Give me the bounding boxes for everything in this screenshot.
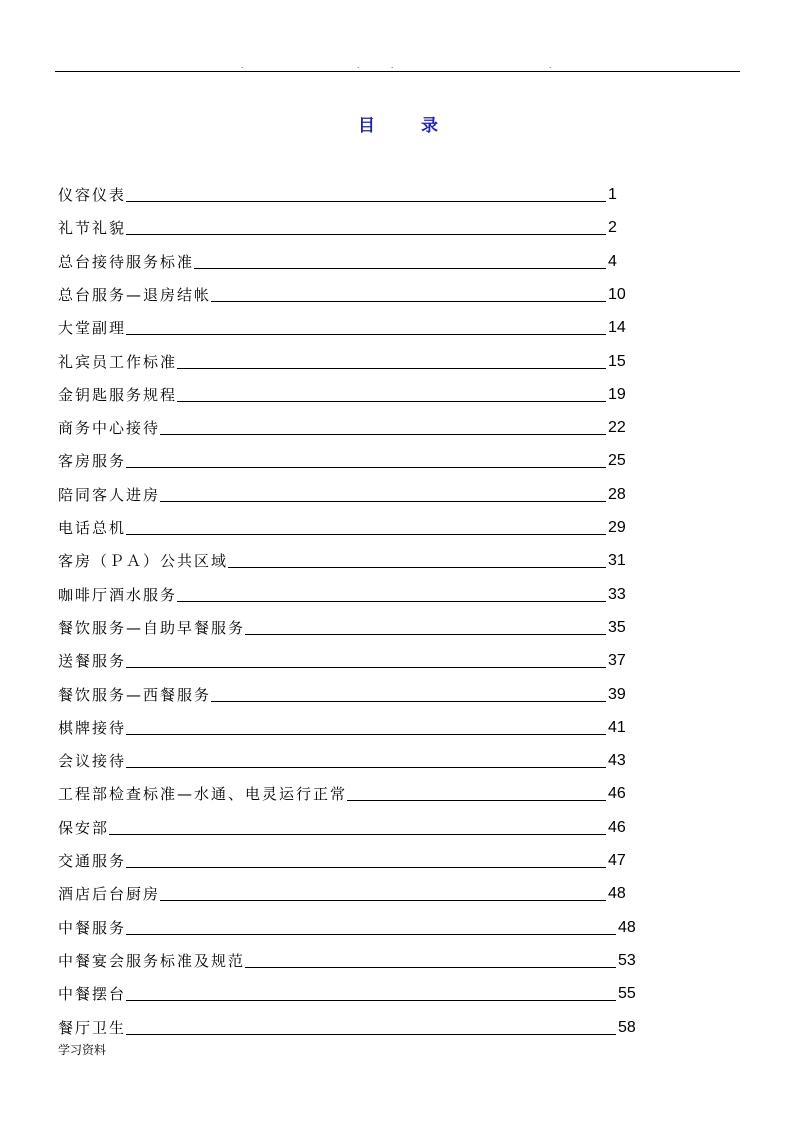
toc-entry[interactable] [58,513,638,541]
footer-text: 学习资料 [58,1043,107,1057]
toc-entry[interactable] [58,546,638,574]
toc-entry[interactable] [58,313,638,341]
toc-leader-line [58,667,606,668]
toc-entry-page: 31 [608,552,626,570]
header-dot: . [391,62,394,70]
toc-leader-line [58,534,606,535]
toc-entry-label: 中餐摆台 [58,985,127,1004]
toc-entry[interactable] [58,680,638,708]
toc-entry-page: 41 [608,718,626,736]
toc-entry[interactable] [58,613,638,641]
toc-leader-line [58,234,606,235]
toc-entry-page: 48 [608,885,626,903]
toc-leader-line [58,934,616,935]
toc-entry-label: 餐饮服务—西餐服务 [58,685,212,704]
toc-entry-label: 中餐宴会服务标准及规范 [58,951,246,970]
toc-entry-page: 48 [618,918,636,936]
toc-entry[interactable] [58,713,638,741]
toc-entry[interactable] [58,746,638,774]
toc-entry-page: 33 [608,585,626,603]
toc-entry[interactable] [58,1013,648,1041]
toc-entry-page: 55 [618,985,636,1003]
toc-entry[interactable] [58,213,638,241]
toc-entry-page: 53 [618,951,636,969]
toc-leader-line [58,734,606,735]
toc-leader-line [58,201,606,202]
toc-entry-page: 25 [608,452,626,470]
header-dot: . [357,62,360,70]
toc-entry-label: 仪容仪表 [58,186,127,204]
toc-entry[interactable] [58,879,638,907]
toc-entry[interactable] [58,446,638,474]
toc-entry-label: 总台服务—退房结帐 [58,285,212,304]
toc-entry-page: 28 [608,485,626,503]
toc-entry-label: 餐饮服务—自助早餐服务 [58,618,246,637]
toc-leader-line [58,1034,616,1035]
toc-entry-label: 大堂副理 [58,319,127,338]
toc-entry-label: 客房服务 [58,452,127,471]
toc-entry-label: 会议接待 [58,752,127,771]
toc-entry-page: 29 [608,519,626,536]
toc-entry-label: 送餐服务 [58,652,127,671]
toc-entry[interactable] [58,280,638,308]
toc-entry-label: 礼宾员工作标准 [58,352,178,371]
toc-entry-page: 37 [608,652,626,670]
toc-entry-page: 1 [608,186,617,203]
toc-entry[interactable] [58,380,638,408]
toc-leader-line [58,334,606,335]
toc-entry-label: 酒店后台厨房 [58,885,161,904]
toc-entry-page: 47 [608,852,626,869]
toc-entry-page: 10 [608,285,626,303]
title-char-2: 录 [421,116,438,136]
toc-entry-page: 14 [608,319,626,337]
toc-entry-label: 工程部检查标准—水通、电灵运行正常 [58,785,348,804]
toc-entry-page: 19 [608,385,626,403]
toc-entry-page: 35 [608,618,626,636]
toc-entry[interactable] [58,247,638,275]
header-dot: . [549,62,552,70]
toc-entry-page: 46 [608,785,626,803]
toc-entry-page: 2 [608,219,617,237]
toc-entry-page: 58 [618,1018,636,1036]
toc-entry-page: 15 [608,352,626,370]
toc-entry-label: 交通服务 [58,852,127,870]
toc-entry-label: 总台接待服务标准 [58,252,195,271]
toc-entry[interactable] [58,979,648,1007]
title-char-1: 目 [358,116,375,136]
toc-entry-label: 棋牌接待 [58,718,127,737]
header-dot: . [241,62,244,70]
toc-entry-label: 餐厅卫生 [58,1018,127,1037]
page-title [0,116,794,138]
toc-entry[interactable] [58,813,638,841]
toc-entry[interactable] [58,580,638,608]
toc-entry-label: 咖啡厅酒水服务 [58,585,178,604]
toc-entry-page: 43 [608,752,626,770]
toc-entry-label: 金钥匙服务规程 [58,385,178,404]
toc-entry-label: 商务中心接待 [58,419,161,438]
toc-leader-line [58,867,606,868]
toc-entry[interactable] [58,779,638,807]
toc-entry-label: 客房（ＰＡ）公共区域 [58,552,229,571]
header-rule [55,71,740,72]
toc-entry[interactable] [58,347,638,375]
toc-entry-label: 电话总机 [58,519,127,537]
toc-entry-page: 4 [608,252,617,270]
toc-entry-page: 46 [608,818,626,836]
toc-entry[interactable] [58,846,638,874]
toc-leader-line [58,767,606,768]
toc-leader-line [58,1000,616,1001]
toc-entry[interactable] [58,480,638,508]
toc-entry[interactable] [58,946,648,974]
toc-entry-label: 陪同客人进房 [58,485,161,504]
toc-entry-page: 22 [608,419,626,437]
toc-entry[interactable] [58,646,638,674]
toc-entry-label: 礼节礼貌 [58,219,127,238]
toc-entry[interactable] [58,180,638,208]
toc-leader-line [58,834,606,835]
toc-entry-label: 中餐服务 [58,918,127,937]
toc-entry[interactable] [58,413,638,441]
toc-entry[interactable] [58,913,648,941]
toc-entry-page: 39 [608,685,626,703]
toc-leader-line [58,467,606,468]
toc-entry-label: 保安部 [58,818,110,837]
